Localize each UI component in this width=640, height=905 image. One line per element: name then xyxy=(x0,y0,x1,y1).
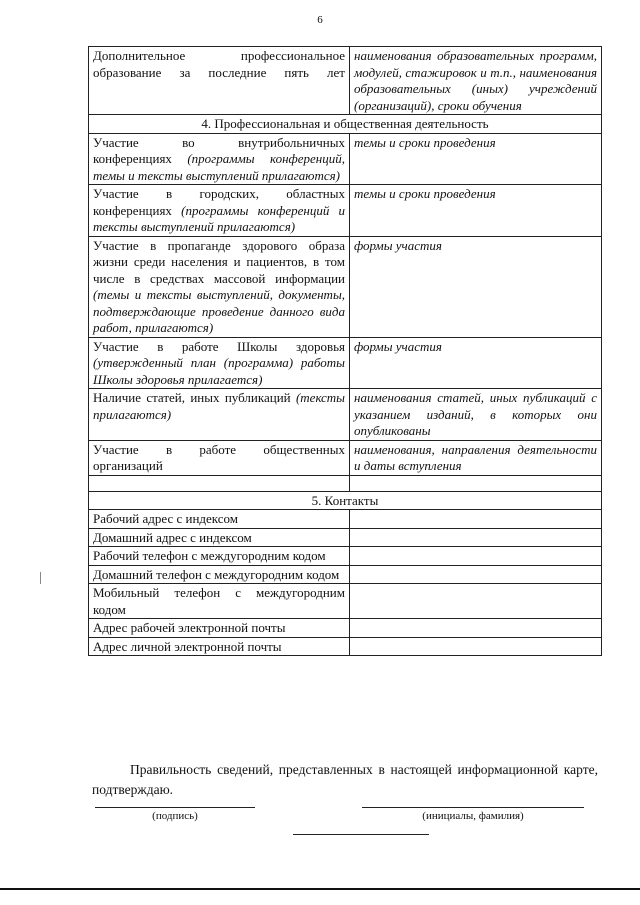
bottom-rule xyxy=(0,888,640,890)
contact-label: Домашний адрес с индексом xyxy=(89,528,350,547)
contact-value-field[interactable] xyxy=(350,584,602,619)
row-label-text: Участие в работе общественных организаций xyxy=(93,441,345,473)
row-label-text: Участие в работе Школы здоровья xyxy=(93,338,345,354)
contact-row xyxy=(89,547,602,566)
row-hint: формы участия xyxy=(350,337,602,389)
information-card-table xyxy=(88,46,602,656)
contact-row xyxy=(89,528,602,547)
empty-cell xyxy=(350,475,602,491)
signature-caption: (подпись) xyxy=(152,810,198,822)
row-label-text: Наличие статей, иных публикаций xyxy=(93,390,291,405)
contact-value-field[interactable] xyxy=(350,510,602,529)
row-label-text: Участие в городских, областных конференциях xyxy=(93,186,345,218)
row-label xyxy=(89,236,350,337)
contact-value-field[interactable] xyxy=(350,637,602,656)
table-row xyxy=(89,440,602,475)
row-hint: наименования образовательных программ, модулей, стажировок и т.п., наименования образовательных (иных) учреждений (организаций), сроки обучения xyxy=(350,47,602,115)
page-number: 6 xyxy=(317,14,323,26)
contact-label: Рабочий адрес с индексом xyxy=(89,510,350,529)
contact-row xyxy=(89,637,602,656)
contact-row xyxy=(89,619,602,638)
row-label-note: (утвержденный план (программа) работы Школы здоровья прилагается) xyxy=(93,355,345,387)
table-row xyxy=(89,389,602,441)
contact-label: Мобильный телефон с междугородним кодом xyxy=(89,584,350,619)
contact-label: Домашний телефон с междугородним кодом xyxy=(89,565,350,584)
row-hint: темы и сроки проведения xyxy=(350,133,602,185)
contact-row xyxy=(89,510,602,529)
row-label xyxy=(89,389,350,441)
contact-label: Рабочий телефон с междугородним кодом xyxy=(89,547,350,566)
section-5-title: 5. Контакты xyxy=(89,491,602,510)
table-row xyxy=(89,133,602,185)
contact-value-field[interactable] xyxy=(350,528,602,547)
contact-row xyxy=(89,565,602,584)
table-row xyxy=(89,337,602,389)
row-hint: формы участия xyxy=(350,236,602,337)
signature-line[interactable] xyxy=(95,807,255,808)
row-label-note: (программы конференций и тексты выступлений прилагаются) xyxy=(93,202,345,234)
confirmation-text: Правильность сведений, представленных в настоящей информационной карте, подтверждаю. xyxy=(92,762,598,797)
contact-value-field[interactable] xyxy=(350,619,602,638)
row-label xyxy=(89,185,350,237)
row-label-note: (программы конференций, темы и тексты выступлений прилагаются) xyxy=(93,151,345,183)
contact-label: Адрес рабочей электронной почты xyxy=(89,619,350,638)
table-row xyxy=(89,236,602,337)
contact-row xyxy=(89,584,602,619)
row-label xyxy=(89,440,350,475)
name-line[interactable] xyxy=(362,807,584,808)
row-hint: наименования статей, иных публикаций с указанием изданий, в которых они опубликованы xyxy=(350,389,602,441)
name-caption: (инициалы, фамилия) xyxy=(422,810,524,822)
contact-value-field[interactable] xyxy=(350,565,602,584)
row-label-text: Участие во внутрибольничных конференциях xyxy=(93,134,345,166)
empty-cell xyxy=(89,475,350,491)
row-label xyxy=(89,133,350,185)
empty-row xyxy=(89,475,602,491)
contact-label: Адрес личной электронной почты xyxy=(89,637,350,656)
section-4-title: 4. Профессиональная и общественная деятельность xyxy=(89,115,602,134)
row-label: Дополнительное профессиональное образование за последние пять лет xyxy=(89,47,350,115)
row-label-text: Участие в пропаганде здорового образа жизни среди населения и пациентов, в том числе в средствах массовой информации xyxy=(93,237,345,286)
row-hint: темы и сроки проведения xyxy=(350,185,602,237)
table-row xyxy=(89,47,602,115)
row-label-note: (темы и тексты выступлений, документы, подтверждающие проведение данного вида работ, прилагаются) xyxy=(93,287,345,335)
section-header-row xyxy=(89,491,602,510)
table-row xyxy=(89,185,602,237)
contact-value-field[interactable] xyxy=(350,547,602,566)
row-label-note: (тексты прилагаются) xyxy=(93,390,345,422)
margin-mark xyxy=(40,572,41,584)
row-hint: наименования, направления деятельности и даты вступления xyxy=(350,440,602,475)
date-line[interactable] xyxy=(293,834,429,835)
section-header-row xyxy=(89,115,602,134)
row-label xyxy=(89,337,350,389)
